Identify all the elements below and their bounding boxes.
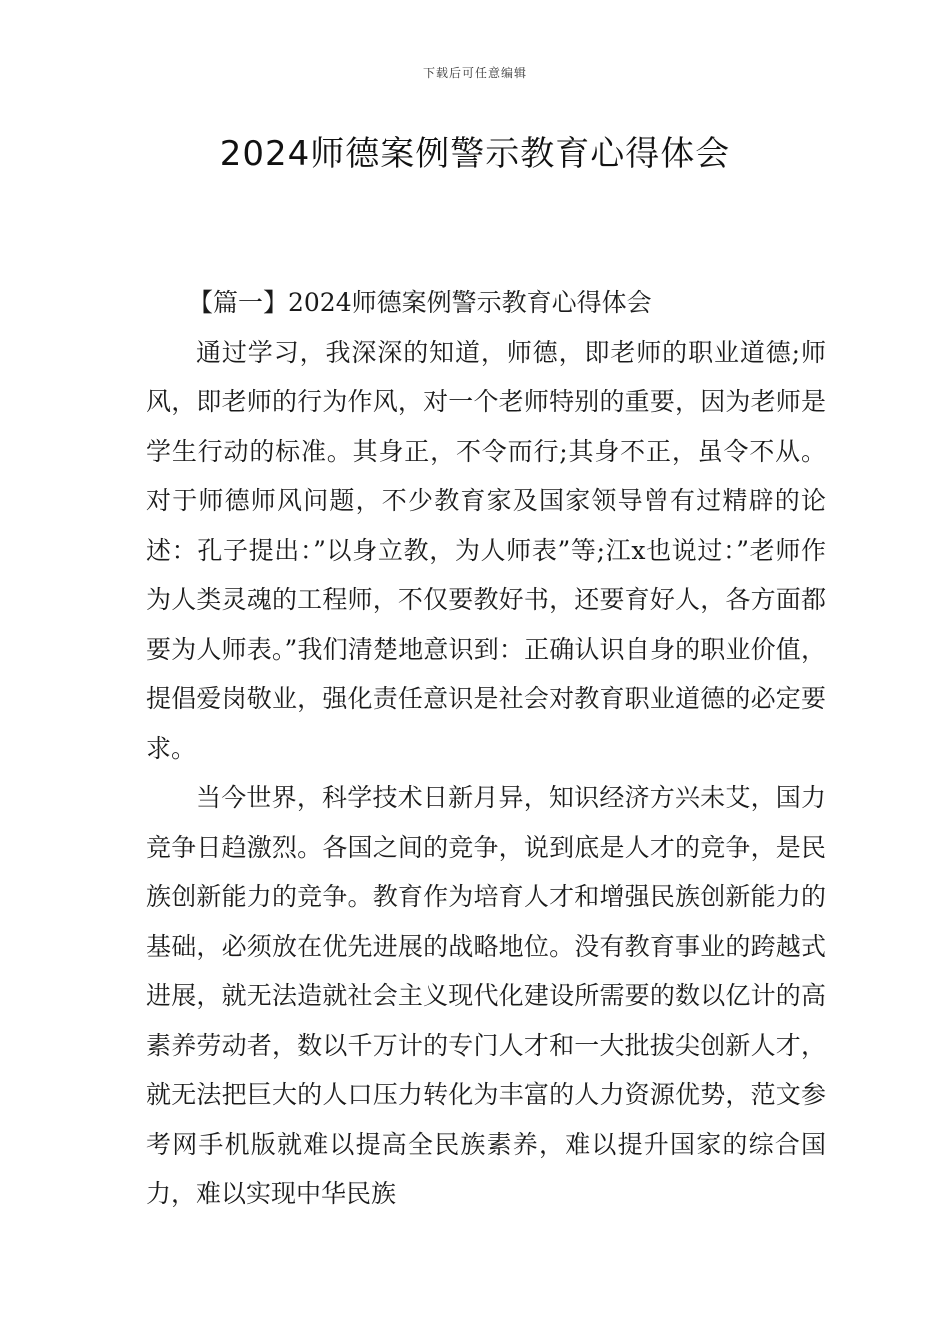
document-title: 2024师德案例警示教育心得体会 xyxy=(219,134,731,174)
page-header-note: 下载后可任意编辑 xyxy=(422,66,527,80)
paragraph-2: 当今世界，科学技术日新月异，知识经济方兴未艾，国力竞争日趋激烈。各国之间的竞争，说到底是人才的竞争，是民族创新能力的竞争。教育作为培育人才和增强民族创新能力的基础，必须放在优先进展的战略地位。没有教育事业的跨越式进展，就无法造就社会主义现代化建设所需要的数以亿计的高素养劳动者，数以千万计的专门人才和一大批拔尖创新人才，就无法把巨大的人口压力转化为丰富的人力资源优势，范文参考网手机版就难以提高全民族素养，难以提升国家的综合国力，难以实现中华民族 xyxy=(146,783,826,1208)
document-body xyxy=(146,278,826,1219)
section-heading: 【篇一】2024师德案例警示教育心得体会 xyxy=(188,288,652,317)
paragraph-1: 通过学习，我深深的知道，师德，即老师的职业道德;师风，即老师的行为作风，对一个老师特别的重要，因为老师是学生行动的标准。其身正，不令而行;其身不正，虽令不从。对于师德师风问题，不少教育家及国家领导曾有过精辟的论述：孔子提出：”以身立教，为人师表”等;江x也说过：”老师作为人类灵魂的工程师，不仅要教好书，还要育好人，各方面都要为人师表。”我们清楚地意识到：正确认识自身的职业价值，提倡爱岗敬业，强化责任意识是社会对教育职业道德的必定要求。 xyxy=(146,337,826,763)
